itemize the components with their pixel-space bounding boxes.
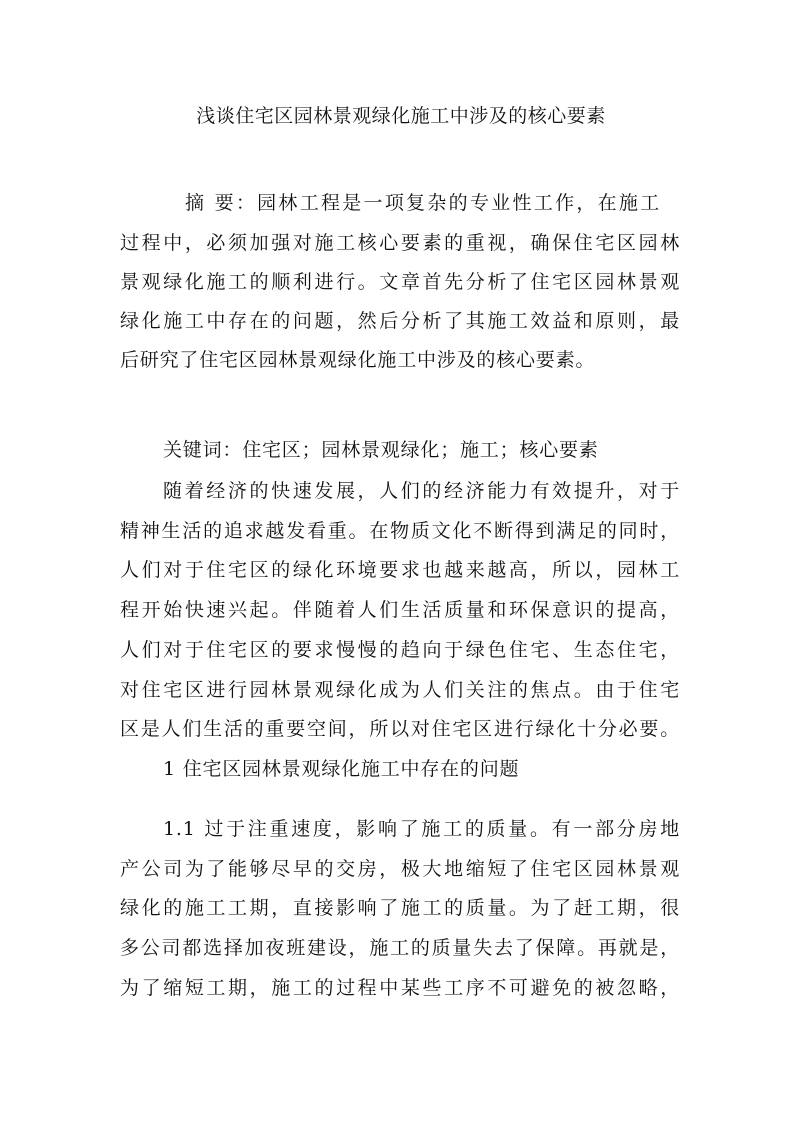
abstract-line: 过程中，必须加强对施工核心要素的重视，确保住宅区园林 (120, 232, 680, 254)
body-line: 对住宅区进行园林景观绿化成为人们关注的焦点。由于住宅 (120, 679, 680, 701)
keywords-line: 关键词：住宅区；园林景观绿化；施工；核心要素 (163, 439, 599, 461)
abstract-line: 摘 要：园林工程是一项复杂的专业性工作，在施工 (185, 192, 660, 214)
body-line: 人们对于住宅区的绿化环境要求也越来越高，所以，园林工 (120, 559, 680, 581)
body-line: 精神生活的追求越发看重。在物质文化不断得到满足的同时， (120, 520, 680, 542)
body-line: 产公司为了能够尽早的交房，极大地缩短了住宅区园林景观 (120, 858, 680, 880)
body-line: 随着经济的快速发展，人们的经济能力有效提升，对于 (163, 480, 680, 502)
body-line: 区是人们生活的重要空间，所以对住宅区进行绿化十分必要。 (120, 718, 680, 740)
abstract-line: 绿化施工中存在的问题，然后分析了其施工效益和原则，最 (120, 310, 680, 332)
body-line: 绿化的施工工期，直接影响了施工的质量。为了赶工期，很 (120, 897, 680, 919)
section-heading: 1 住宅区园林景观绿化施工中存在的问题 (163, 758, 520, 780)
body-line: 为了缩短工期，施工的过程中某些工序不可避免的被忽略， (120, 977, 680, 999)
body-line: 1.1 过于注重速度，影响了施工的质量。有一部分房地 (163, 818, 680, 840)
abstract-line: 后研究了住宅区园林景观绿化施工中涉及的核心要素。 (120, 349, 596, 371)
abstract-line: 景观绿化施工的顺利进行。文章首先分析了住宅区园林景观 (120, 271, 680, 293)
document-title: 浅谈住宅区园林景观绿化施工中涉及的核心要素 (196, 105, 606, 127)
body-line: 程开始快速兴起。伴随着人们生活质量和环保意识的提高， (120, 599, 680, 621)
body-line: 人们对于住宅区的要求慢慢的趋向于绿色住宅、生态住宅， (120, 639, 680, 661)
body-line: 多公司都选择加夜班建设，施工的质量失去了保障。再就是， (120, 937, 680, 959)
